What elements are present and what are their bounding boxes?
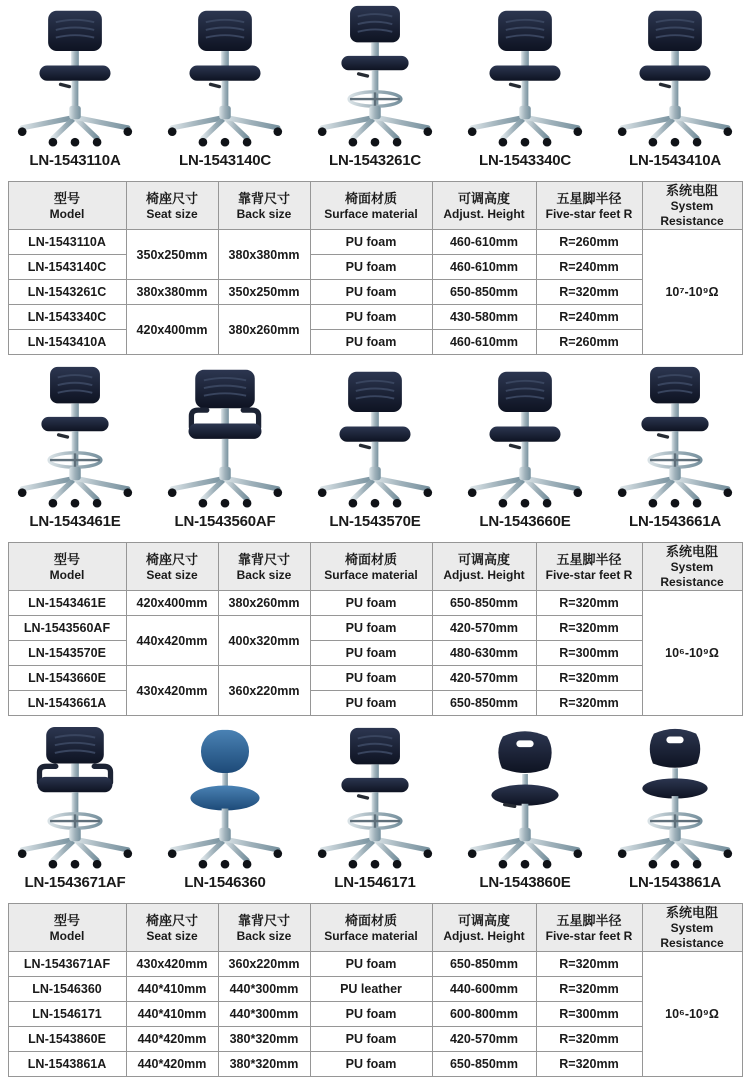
header-cn: 可调高度 <box>457 551 510 567</box>
chair-item <box>150 363 300 537</box>
header-en: Adjust. Height <box>443 928 525 943</box>
cell-height: 420-570mm <box>432 616 536 641</box>
cell-back: 440*300mm <box>218 977 310 1002</box>
cell-feet: R=320mm <box>536 666 642 691</box>
chair-model-label: LN-1546360 <box>184 874 266 891</box>
chair-image <box>453 724 597 872</box>
header-en: System Resistance <box>660 560 724 589</box>
cell-feet: R=320mm <box>536 952 642 977</box>
chair-item <box>600 2 750 176</box>
cell-height: 480-630mm <box>432 641 536 666</box>
header-en: System Resistance <box>660 199 724 228</box>
cell-height: 440-600mm <box>432 977 536 1002</box>
cell-height: 650-850mm <box>432 952 536 977</box>
cell-seat: 440*410mm <box>126 1002 218 1027</box>
header-en: Model <box>49 928 85 943</box>
product-section-2 <box>0 363 750 716</box>
header-en: Seat size <box>146 928 198 943</box>
chair-item <box>150 2 300 176</box>
table-row <box>8 305 742 330</box>
cell-seat: 420x400mm <box>126 591 218 616</box>
cell-back: 360x220mm <box>218 952 310 977</box>
table-row <box>8 255 742 280</box>
cell-resistance: 10⁶-10⁹Ω <box>642 591 742 716</box>
header-cn: 五星脚半径 <box>556 912 622 928</box>
cell-back: 380*320mm <box>218 1027 310 1052</box>
cell-surface: PU foam <box>310 1002 432 1027</box>
header-cn: 型号 <box>53 551 80 567</box>
header-en: Five-star feet R <box>545 206 633 221</box>
header-en: Adjust. Height <box>443 206 525 221</box>
spec-table-3 <box>8 903 743 1077</box>
cell-model: LN-1546171 <box>8 1002 126 1027</box>
cell-model: LN-1543660E <box>8 666 126 691</box>
chair-model-label: LN-1543661A <box>628 513 722 530</box>
chair-photo-row <box>0 2 750 176</box>
chair-model-label: LN-1543861A <box>628 874 722 891</box>
header-en: Five-star feet R <box>545 567 633 582</box>
header-cn: 椅面材质 <box>344 912 397 928</box>
cell-seat: 430x420mm <box>126 952 218 977</box>
cell-back: 380x380mm <box>218 230 310 280</box>
chair-model-label: LN-1543110A <box>29 152 121 169</box>
cell-model: LN-1543340C <box>8 305 126 330</box>
col-header-surface <box>310 543 432 591</box>
col-header-back <box>218 182 310 230</box>
header-cn: 椅面材质 <box>344 190 397 206</box>
cell-surface: PU foam <box>310 691 432 716</box>
chair-model-label: LN-1543140C <box>178 152 272 169</box>
chair-item <box>600 724 750 898</box>
table-row <box>8 1027 742 1052</box>
header-cn: 靠背尺寸 <box>237 551 290 567</box>
header-cn: 系统电阻 <box>665 183 718 198</box>
cell-back: 380*320mm <box>218 1052 310 1077</box>
chair-image <box>153 363 297 511</box>
header-cn: 型号 <box>53 190 80 206</box>
col-header-feet <box>536 543 642 591</box>
col-header-surface <box>310 182 432 230</box>
col-header-feet <box>536 904 642 952</box>
cell-height: 460-610mm <box>432 255 536 280</box>
cell-model: LN-1543860E <box>8 1027 126 1052</box>
cell-feet: R=240mm <box>536 255 642 280</box>
chair-item <box>300 2 450 176</box>
cell-back: 350x250mm <box>218 280 310 305</box>
chair-item <box>300 363 450 537</box>
chair-item <box>0 363 150 537</box>
table-row <box>8 641 742 666</box>
cell-seat: 420x400mm <box>126 305 218 355</box>
cell-surface: PU foam <box>310 1052 432 1077</box>
chair-image <box>303 2 447 150</box>
header-cn: 型号 <box>53 912 80 928</box>
chair-photo-row <box>0 724 750 898</box>
cell-feet: R=320mm <box>536 616 642 641</box>
table-row <box>8 280 742 305</box>
header-en: Model <box>49 206 85 221</box>
cell-feet: R=240mm <box>536 305 642 330</box>
col-header-model <box>8 543 126 591</box>
table-row <box>8 230 742 255</box>
chair-item <box>450 363 600 537</box>
cell-model: LN-1543261C <box>8 280 126 305</box>
table-header-row <box>8 904 742 952</box>
chair-model-label: LN-1543340C <box>478 152 572 169</box>
chair-photo-row <box>0 363 750 537</box>
header-cn: 可调高度 <box>457 912 510 928</box>
cell-surface: PU foam <box>310 330 432 355</box>
cell-height: 600-800mm <box>432 1002 536 1027</box>
cell-resistance: 10⁶-10⁹Ω <box>642 952 742 1077</box>
col-header-resistance <box>642 543 742 591</box>
header-cn: 可调高度 <box>457 190 510 206</box>
chair-item <box>300 724 450 898</box>
cell-feet: R=320mm <box>536 1027 642 1052</box>
col-header-resistance <box>642 904 742 952</box>
cell-height: 430-580mm <box>432 305 536 330</box>
cell-feet: R=320mm <box>536 1052 642 1077</box>
cell-seat: 440*420mm <box>126 1052 218 1077</box>
chair-image <box>603 2 747 150</box>
cell-surface: PU foam <box>310 952 432 977</box>
col-header-seat <box>126 182 218 230</box>
col-header-height <box>432 182 536 230</box>
header-cn: 靠背尺寸 <box>237 190 290 206</box>
header-en: Model <box>49 567 85 582</box>
chair-model-label: LN-1543570E <box>329 513 421 530</box>
header-cn: 系统电阻 <box>665 905 718 920</box>
cell-seat: 380x380mm <box>126 280 218 305</box>
cell-feet: R=300mm <box>536 641 642 666</box>
chair-image <box>453 363 597 511</box>
chair-item <box>0 724 150 898</box>
cell-feet: R=260mm <box>536 330 642 355</box>
cell-back: 380x260mm <box>218 591 310 616</box>
cell-surface: PU foam <box>310 230 432 255</box>
header-en: Surface material <box>324 567 418 582</box>
header-cn: 椅座尺寸 <box>145 190 198 206</box>
cell-model: LN-1543861A <box>8 1052 126 1077</box>
table-header-row <box>8 543 742 591</box>
cell-seat: 350x250mm <box>126 230 218 280</box>
cell-surface: PU foam <box>310 591 432 616</box>
header-en: Seat size <box>146 567 198 582</box>
cell-feet: R=320mm <box>536 691 642 716</box>
table-row <box>8 1052 742 1077</box>
cell-height: 460-610mm <box>432 330 536 355</box>
col-header-resistance <box>642 182 742 230</box>
header-en: System Resistance <box>660 921 724 950</box>
cell-back: 400x320mm <box>218 616 310 666</box>
cell-model: LN-1543140C <box>8 255 126 280</box>
col-header-model <box>8 182 126 230</box>
header-cn: 系统电阻 <box>665 544 718 559</box>
chair-item <box>150 724 300 898</box>
header-cn: 五星脚半径 <box>556 190 622 206</box>
cell-surface: PU foam <box>310 280 432 305</box>
col-header-seat <box>126 543 218 591</box>
chair-item <box>0 2 150 176</box>
chair-image <box>303 724 447 872</box>
chair-model-label: LN-1543660E <box>479 513 571 530</box>
cell-resistance: 10⁷-10⁹Ω <box>642 230 742 355</box>
col-header-back <box>218 543 310 591</box>
header-en: Back size <box>236 928 292 943</box>
chair-model-label: LN-1543261C <box>328 152 422 169</box>
header-en: Surface material <box>324 928 418 943</box>
cell-surface: PU foam <box>310 641 432 666</box>
header-cn: 五星脚半径 <box>556 551 622 567</box>
table-row <box>8 691 742 716</box>
cell-back: 440*300mm <box>218 1002 310 1027</box>
cell-feet: R=320mm <box>536 591 642 616</box>
chair-model-label: LN-1543860E <box>479 874 571 891</box>
cell-height: 420-570mm <box>432 1027 536 1052</box>
col-header-seat <box>126 904 218 952</box>
header-cn: 靠背尺寸 <box>237 912 290 928</box>
table-row <box>8 591 742 616</box>
chair-item <box>600 363 750 537</box>
cell-seat: 430x420mm <box>126 666 218 716</box>
cell-back: 360x220mm <box>218 666 310 716</box>
cell-surface: PU foam <box>310 666 432 691</box>
cell-surface: PU leather <box>310 977 432 1002</box>
chair-item <box>450 2 600 176</box>
cell-height: 650-850mm <box>432 1052 536 1077</box>
chair-image <box>453 2 597 150</box>
cell-seat: 440x420mm <box>126 616 218 666</box>
col-header-height <box>432 904 536 952</box>
cell-model: LN-1543560AF <box>8 616 126 641</box>
product-section-1 <box>0 2 750 355</box>
cell-back: 380x260mm <box>218 305 310 355</box>
cell-height: 650-850mm <box>432 591 536 616</box>
header-cn: 椅座尺寸 <box>145 912 198 928</box>
chair-model-label: LN-1543671AF <box>24 874 126 891</box>
header-en: Seat size <box>146 206 198 221</box>
cell-surface: PU foam <box>310 255 432 280</box>
table-row <box>8 666 742 691</box>
col-header-back <box>218 904 310 952</box>
cell-model: LN-1543671AF <box>8 952 126 977</box>
cell-height: 460-610mm <box>432 230 536 255</box>
cell-model: LN-1543110A <box>8 230 126 255</box>
cell-model: LN-1543410A <box>8 330 126 355</box>
chair-image <box>3 363 147 511</box>
table-row <box>8 977 742 1002</box>
chair-model-label: LN-1543560AF <box>174 513 276 530</box>
cell-feet: R=320mm <box>536 977 642 1002</box>
header-en: Surface material <box>324 206 418 221</box>
header-cn: 椅面材质 <box>344 551 397 567</box>
chair-image <box>3 2 147 150</box>
cell-height: 650-850mm <box>432 691 536 716</box>
cell-feet: R=300mm <box>536 1002 642 1027</box>
chair-image <box>3 724 147 872</box>
table-header-row <box>8 182 742 230</box>
cell-feet: R=260mm <box>536 230 642 255</box>
header-en: Five-star feet R <box>545 928 633 943</box>
product-section-3 <box>0 724 750 1077</box>
chair-image <box>153 2 297 150</box>
chair-image <box>603 724 747 872</box>
header-en: Back size <box>236 206 292 221</box>
spec-table-2 <box>8 542 743 716</box>
chair-model-label: LN-1543461E <box>29 513 121 530</box>
header-en: Adjust. Height <box>443 567 525 582</box>
col-header-surface <box>310 904 432 952</box>
chair-item <box>450 724 600 898</box>
header-cn: 椅座尺寸 <box>145 551 198 567</box>
table-row <box>8 330 742 355</box>
cell-seat: 440*410mm <box>126 977 218 1002</box>
cell-seat: 440*420mm <box>126 1027 218 1052</box>
table-row <box>8 1002 742 1027</box>
col-header-height <box>432 543 536 591</box>
col-header-feet <box>536 182 642 230</box>
chair-image <box>303 363 447 511</box>
chair-image <box>603 363 747 511</box>
cell-model: LN-1543661A <box>8 691 126 716</box>
table-row <box>8 952 742 977</box>
cell-model: LN-1543570E <box>8 641 126 666</box>
header-en: Back size <box>236 567 292 582</box>
chair-model-label: LN-1543410A <box>628 152 722 169</box>
cell-feet: R=320mm <box>536 280 642 305</box>
cell-height: 650-850mm <box>432 280 536 305</box>
cell-surface: PU foam <box>310 616 432 641</box>
cell-model: LN-1546360 <box>8 977 126 1002</box>
cell-surface: PU foam <box>310 1027 432 1052</box>
cell-model: LN-1543461E <box>8 591 126 616</box>
col-header-model <box>8 904 126 952</box>
cell-surface: PU foam <box>310 305 432 330</box>
chair-model-label: LN-1546171 <box>334 874 416 891</box>
cell-height: 420-570mm <box>432 666 536 691</box>
spec-table-1 <box>8 181 743 355</box>
table-row <box>8 616 742 641</box>
chair-image <box>153 724 297 872</box>
